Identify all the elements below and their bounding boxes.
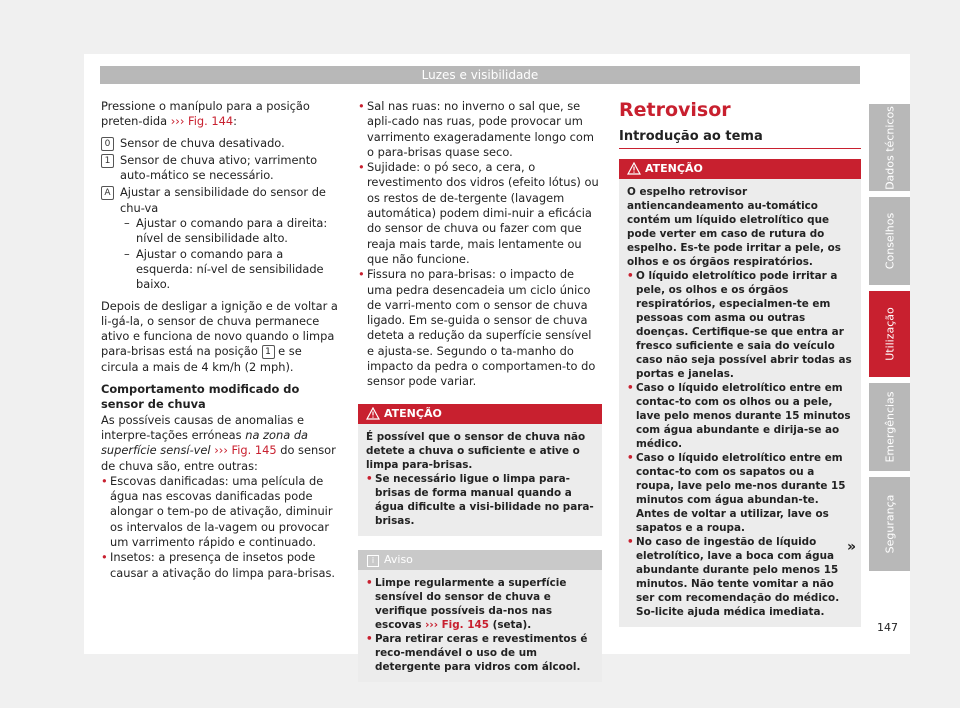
warning-icon: [366, 407, 380, 420]
list-item: • Se necessário ligue o limpa para-brisas de forma manual quando a água dificulte a visi-bilidade no para-brisas.: [366, 472, 594, 527]
bullet-icon: •: [627, 270, 634, 283]
sub-item: – Ajustar o comando para a esquerda: ní-vel de sensibilidade baixo.: [120, 247, 341, 293]
bullet-icon: •: [366, 632, 373, 645]
list-item: 0 Sensor de chuva desativado.: [101, 136, 341, 151]
bullet-icon: •: [358, 160, 365, 175]
list-item: • Para retirar ceras e revestimentos é reco-mendável o uso de um detergente para vidros com álcool.: [366, 632, 588, 673]
list-item: • O líquido eletrolítico pode irritar a pele, os olhos e os órgãos respiratórios, especialmen-te em pessoas com asma ou outras doenças. Certifique-se que entra ar fresco suficiente e saia do veículo caso não seja possível abrir todas as portas e janelas.: [627, 270, 852, 381]
section-title: Retrovisor: [619, 99, 731, 121]
tab-conselhos[interactable]: Conselhos: [869, 197, 910, 285]
position-badge-a: A: [101, 186, 114, 200]
warning-body: O espelho retrovisor antiencandeamento au-tomático contém um líquido eletrolítico que pode verter em caso de rutura do espelho. Es-te pode irritar a pele, os olhos e os órgãos respiratórios. • O líquido eletrolítico pode irritar a pele, os olhos e os órgãos respiratórios, especialmen-te em pessoas com asma ou outras doenças. Certifique-se que entra ar fresco suficiente e saia do veículo caso não seja possível abrir todas as portas e janelas. • Caso o líquido eletrolítico entre em contac-to com os olhos ou a pele, lave pelo menos durante 15 minutos com água abundante e dirija-se ao médico. • Caso o líquido eletrolítico entre em contac-to com os sapatos ou a roupa, lave pelo me-nos durante 15 minutos com água abundan-te. Antes de voltar a utilizar, lave os sapatos e a roupa. • No caso de ingestão de líquido eletrolítico, lave a boca com água abundante durante pelo menos 15 minutos. Não tente vomitar a não ser com recomendação do médico. So-licite ajuda médica imediata.: [627, 186, 852, 619]
fig-145-link[interactable]: ››› Fig. 145: [214, 443, 277, 458]
list-item: • Fissura no para-brisas: o impacto de uma pedra desencadeia um ciclo único de varri-mento com o sensor de chuva ligado. Em se-guida o sensor de chuva deteta a redução da superfície sensível e ajusta-se. Segundo o ta-manho do impacto da pedra o comportamen-to do sensor pode variar.: [358, 267, 596, 389]
warning-header: ATENÇÃO: [358, 404, 602, 424]
chapter-header: Luzes e visibilidade: [100, 66, 860, 84]
bullet-icon: •: [358, 99, 365, 113]
info-icon: i: [367, 555, 379, 567]
bullet-icon: •: [358, 267, 365, 282]
bullet-icon: •: [101, 550, 108, 565]
bullet-icon: •: [627, 536, 634, 549]
list-item: • Insetos: a presença de insetos pode causar a ativação do limpa para-brisas.: [101, 550, 336, 580]
position-badge-1-inline: 1: [262, 345, 275, 359]
tab-dados-tecnicos[interactable]: Dados técnicos: [869, 104, 910, 191]
bullet-icon: •: [366, 472, 373, 485]
bullet-icon: •: [627, 382, 634, 395]
warning-box: [358, 404, 602, 536]
causes-paragraph: As possíveis causas de anomalias e interpre-tações erróneas na zona da superfície sensí-vel ››› Fig. 145 do sensor de chuva são, entre outras:: [101, 412, 336, 473]
chapter-tabs: [869, 104, 910, 577]
list-item: • Limpe regularmente a superfície sensível do sensor de chuva e verifique possíveis da-nos nas escovas ››› Fig. 145 (seta).: [366, 576, 567, 631]
tab-seguranca[interactable]: Segurança: [869, 477, 910, 571]
intro-paragraph: Pressione o manípulo para a posição preten-dida ››› Fig. 144:: [101, 99, 310, 129]
note-box: [358, 550, 602, 682]
list-item: • Sujidade: o pó seco, a cera, o revestimento dos vidros (efeito lótus) ou os restos de de-tergente (lavagem automática) podem dimi-nuir a eficácia do sensor de chuva ou fazer com que reaja mais tarde, mais lentamente ou que não funcione.: [358, 160, 599, 266]
bullet-icon: •: [366, 576, 373, 589]
tab-utilizacao[interactable]: Utilização: [869, 291, 910, 377]
note-header: i Aviso: [358, 550, 602, 570]
position-badge-0: 0: [101, 137, 114, 151]
page-number: 147: [877, 621, 898, 634]
bullet-icon: •: [101, 473, 108, 488]
warning-icon: [627, 162, 641, 175]
section-subtitle: Introdução ao tema: [619, 129, 861, 149]
column-3: [619, 99, 861, 627]
warning-header: ATENÇÃO: [619, 159, 861, 179]
section-heading: Comportamento modificado do sensor de chuva: [101, 382, 300, 412]
tab-emergencias[interactable]: Emergências: [869, 383, 910, 471]
bullet-icon: •: [627, 452, 634, 465]
list-item: • Escovas danificadas: uma película de água nas escovas danificadas pode alongar o tem-po de ativação, diminuir os intervalos de la-vagem ou provocar um varrimento rápido e continuado.: [101, 473, 333, 550]
list-item: • Sal nas ruas: no inverno o sal que, se apli-cado nas ruas, pode provocar um varrimento exageradamente longo com o para-brisas quase seco.: [358, 99, 594, 159]
list-item: • Caso o líquido eletrolítico entre em contac-to com os sapatos ou a roupa, lave pelo me-nos durante 15 minutos com água abundan-te. Antes de voltar a utilizar, lave os sapatos e a roupa.: [627, 452, 846, 535]
position-badge-1: 1: [101, 154, 114, 168]
note-body: [358, 570, 602, 682]
column-1: [101, 99, 341, 581]
list-item: • Caso o líquido eletrolítico entre em contac-to com os olhos ou a pele, lave pelo menos durante 15 minutos com água abundante e dirija-se ao médico.: [627, 382, 851, 451]
list-item: • No caso de ingestão de líquido eletrolítico, lave a boca com água abundante durante pelo menos 15 minutos. Não tente vomitar a não ser com recomendação do médico. So-licite ajuda médica imediata.: [627, 536, 840, 619]
column-2: [358, 99, 602, 682]
warning-body: É possível que o sensor de chuva não detete a chuva o suficiente e ative o limpa para-brisas. • Se necessário ligue o limpa para-brisas de forma manual quando a água dificulte a visi-bilidade no para-brisas.: [366, 430, 594, 527]
continue-arrow-icon: »: [847, 539, 857, 555]
sub-item: – Ajustar o comando para a direita: nível de sensibilidade alto.: [120, 216, 341, 247]
position-list: [101, 136, 341, 293]
list-item: 1 Sensor de chuva ativo; varrimento auto-mático se necessário.: [101, 153, 341, 184]
warning-box: [619, 159, 861, 627]
fig-145-link[interactable]: ››› Fig. 145: [425, 618, 489, 631]
list-item: A Ajustar a sensibilidade do sensor de chu-va – Ajustar o comando para a direita: nível de sensibilidade alto. – Ajustar o comando para a esquerda: ní-vel de sensibilidade baixo.: [101, 185, 341, 292]
restart-paragraph: Depois de desligar a ignição e de voltar a li-gá-la, o sensor de chuva permanece ativo e funciona de novo quando o limpa para-brisas está na posição 1 e se circula a mais de 4 km/h (2 mph).: [101, 298, 338, 374]
fig-144-link[interactable]: ››› Fig. 144: [170, 114, 234, 129]
